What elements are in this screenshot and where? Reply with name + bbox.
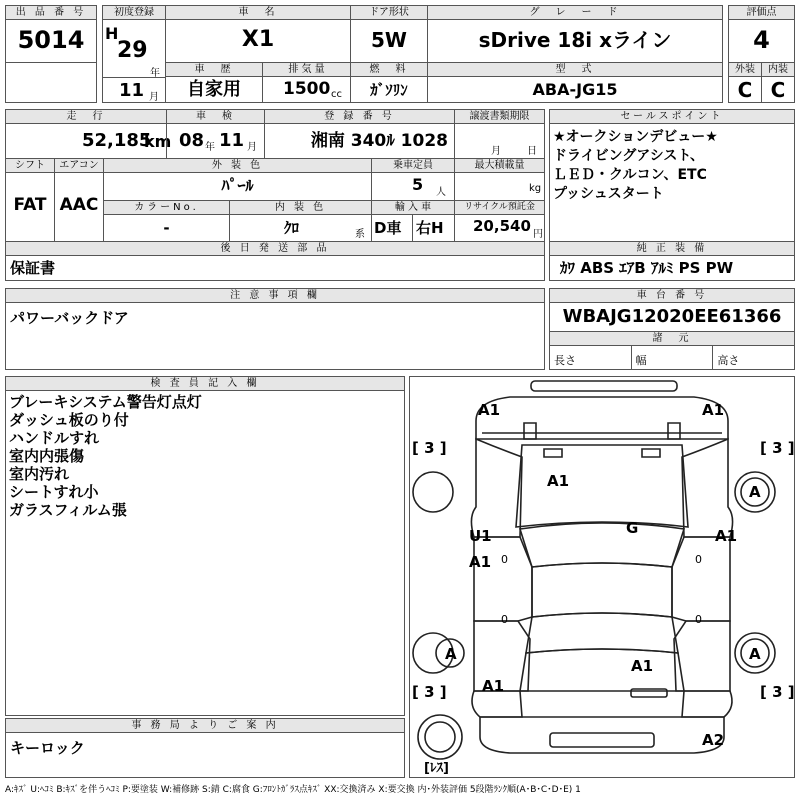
sales-point: ドライビングアシスト、	[553, 148, 705, 164]
office-label: 事 務 局 よ り ご 案 内	[6, 719, 404, 733]
shift: FAT	[13, 195, 47, 215]
mark-wheel-rl: A	[445, 645, 457, 663]
mark-tire-rl: [ 3 ]	[412, 683, 447, 701]
year-unit: 年	[150, 68, 160, 79]
door-cell	[350, 5, 428, 63]
inspector-note: 室内内張傷	[9, 447, 85, 465]
front-bumper-strip	[531, 381, 677, 391]
exterior-color-cell	[103, 158, 372, 201]
chassis-label: 車 台 番 号	[550, 289, 794, 303]
mark-front-left: A1	[478, 401, 501, 419]
office-cell	[5, 718, 405, 778]
later-parts-cell	[5, 241, 545, 281]
lot-number: 5014	[17, 26, 85, 54]
capacity: 5	[412, 175, 424, 194]
car-name-label: 車 名	[166, 6, 350, 20]
era-mark: H	[105, 24, 119, 43]
mark-door-fl-lower: A1	[469, 553, 492, 571]
genuine-equipment-cell	[549, 241, 795, 281]
front-right-fender	[682, 439, 733, 537]
transfer-cell	[454, 109, 545, 159]
model-cell	[427, 62, 723, 103]
inspector-label: 検 査 員 記 入 欄	[6, 377, 404, 391]
caution-cell	[5, 288, 545, 370]
transfer-day-unit: 日	[527, 146, 537, 157]
interior-label: 内装	[762, 63, 794, 77]
grade-cell	[427, 5, 723, 63]
history-cell	[165, 62, 263, 103]
windshield	[520, 523, 684, 567]
exterior-color: ﾊﾟｰﾙ	[221, 176, 254, 195]
later-parts-label: 後 日 発 送 部 品	[6, 242, 544, 256]
displacement-label: 排 気 量	[263, 63, 350, 77]
mark-hood: A1	[547, 472, 570, 490]
fuel-label: 燃 料	[351, 63, 427, 77]
inspector-note: ブレーキシステム警告灯点灯	[9, 393, 202, 411]
front-right-door	[672, 537, 730, 621]
sales-points-list	[550, 124, 794, 208]
mark-slash-1: 0	[501, 553, 508, 566]
front-left-tire	[413, 472, 453, 512]
inspector-note: シートすれ小	[9, 483, 99, 501]
mark-rear-left: A1	[482, 677, 505, 695]
model-code: ABA-JG15	[532, 80, 618, 99]
interior-color-unit: 系	[355, 229, 365, 240]
length-label: 長さ	[550, 346, 632, 370]
ac-label: エアコン	[55, 159, 103, 173]
sales-point: プッシュスタート	[553, 186, 664, 202]
interior-color: ｸﾛ	[284, 219, 300, 237]
exterior-grade: C	[737, 78, 753, 102]
grade-label: グ レ ー ド	[428, 6, 722, 20]
first-registration-year: 29	[117, 38, 148, 63]
color-no-label: カラーNo.	[104, 201, 229, 215]
exterior-label: 外装	[729, 63, 761, 77]
transfer-month-unit: 月	[491, 146, 501, 157]
mark-slash-3: 0	[501, 613, 508, 626]
month-unit: 月	[149, 92, 159, 103]
sales-points-label: セールスポイント	[550, 110, 794, 124]
capacity-unit: 人	[436, 187, 446, 198]
import-dealer: D車	[374, 219, 402, 237]
car-name: X1	[241, 27, 275, 52]
rear-right-fender	[682, 691, 732, 717]
mark-rear-bumper: A2	[702, 731, 725, 749]
mileage-cell	[5, 109, 172, 159]
roof	[532, 563, 672, 617]
inspection-month-unit: 月	[247, 142, 257, 153]
air-conditioner: AAC	[59, 195, 99, 215]
interior-color-cell	[229, 200, 372, 242]
mark-door-fl-upper: U1	[469, 527, 492, 545]
grade: sDrive 18i xライン	[478, 28, 672, 52]
chassis-number: WBAJG12020EE61366	[562, 306, 782, 327]
registration-number: 湘南 340ﾙ 1028	[310, 131, 448, 151]
interior-cell	[761, 62, 795, 103]
interior-grade: C	[770, 78, 786, 102]
interior-color-label: 内 装 色	[230, 201, 371, 215]
shift-label: シフト	[6, 159, 54, 173]
mark-slash-4: 0	[695, 613, 702, 626]
mark-tire-fr: [ 3 ]	[760, 439, 795, 457]
lot-blank-cell	[5, 62, 97, 103]
caution-label: 注 意 事 項 欄	[6, 289, 544, 303]
recycle-deposit: 20,540	[473, 217, 531, 235]
displacement: 1500	[283, 79, 331, 99]
door-type: 5W	[371, 28, 407, 52]
ac-cell	[54, 158, 104, 242]
door-label: ドア形状	[351, 6, 427, 20]
transfer-label: 譲渡書類期限	[455, 110, 544, 124]
import-cell	[371, 200, 455, 242]
inspection-cell	[166, 109, 265, 159]
rear-hatch	[520, 649, 684, 691]
inspection-month: 11	[219, 130, 245, 151]
spec-label: 諸 元	[550, 331, 794, 346]
chassis-cell	[549, 288, 795, 370]
mark-wheel-fr: A	[749, 483, 761, 501]
sales-point: ★オークションデビュー★	[553, 129, 718, 145]
color-no-cell	[103, 200, 230, 242]
recycle-cell	[454, 200, 545, 242]
mark-slash-2: 0	[695, 553, 702, 566]
color-number: -	[163, 219, 170, 237]
history-label: 車 歴	[166, 63, 262, 77]
office-note: キーロック	[10, 739, 85, 757]
steering-side: 右H	[416, 219, 444, 237]
damage-diagram	[409, 376, 795, 778]
score-cell	[728, 5, 795, 63]
inspector-note: ダッシュ板のり付	[9, 411, 129, 429]
sales-point: ＬＥＤ・クルコン、ETC	[553, 167, 707, 183]
inspector-note: 室内汚れ	[9, 465, 70, 483]
first-registration-label: 初度登録	[103, 6, 165, 20]
capacity-cell	[371, 158, 455, 201]
mark-front-right: A1	[702, 401, 725, 419]
displacement-cell	[262, 62, 351, 103]
max-load-label: 最大積載量	[455, 159, 544, 173]
shift-cell	[5, 158, 55, 242]
model-label: 型 式	[428, 63, 722, 77]
lot-number-cell	[5, 5, 97, 63]
later-parts: 保証書	[10, 259, 56, 277]
legend: A:ｷｽﾞ U:ﾍｺﾐ B:ｷｽﾞを伴うﾍｺﾐ P:要塗装 W:補修跡 S:錆 C:腐食 G:ﾌﾛﾝﾄｶﾞﾗｽ点ｷｽﾞ XX:交換済み X:要交換 内･外装評価 5段階ﾗﾝｸ順(A･B･C･D･E) 1	[5, 785, 581, 795]
mark-spare: [ﾚｽ]	[424, 761, 449, 776]
first-registration-month: 11	[119, 80, 145, 101]
lot-number-label: 出 品 番 号	[6, 6, 96, 20]
inspection-label: 車 検	[167, 110, 264, 124]
mileage: 52,185	[82, 130, 152, 151]
max-load-cell	[454, 158, 545, 201]
car-history: 自家用	[187, 79, 241, 100]
kg-unit: kg	[529, 183, 542, 194]
capacity-label: 乗車定員	[372, 159, 454, 173]
first-registration-cell	[102, 5, 166, 103]
mileage-label: 走 行	[6, 110, 166, 124]
import-label: 輸 入 車	[372, 201, 454, 215]
registration-cell	[264, 109, 455, 159]
mark-wheel-rr: A	[749, 645, 761, 663]
inspection-year-unit: 年	[205, 142, 215, 153]
km-unit: km	[144, 132, 172, 151]
car-diagram-svg	[410, 377, 794, 777]
inspection-year: 08	[179, 130, 205, 151]
inspector-cell	[5, 376, 405, 716]
registration-label: 登 録 番 号	[265, 110, 454, 124]
mark-roof: G	[626, 519, 639, 537]
front-left-door	[474, 537, 532, 621]
recycle-label: リサイクル預託金	[455, 201, 544, 215]
yen-unit: 円	[533, 229, 543, 240]
inspector-note: ガラスフィルム張	[9, 501, 127, 519]
mark-tire-rr: [ 3 ]	[760, 683, 795, 701]
width-label: 幅	[632, 346, 714, 370]
fuel-cell	[350, 62, 428, 103]
car-name-cell	[165, 5, 351, 63]
mark-door-fr: A1	[715, 527, 738, 545]
genuine-equipment-label: 純 正 装 備	[550, 242, 794, 256]
fuel: ｶﾞｿﾘﾝ	[370, 81, 408, 99]
cc-unit: cc	[331, 89, 342, 100]
inspector-note: ハンドルすれ	[9, 429, 100, 447]
mark-tire-fl: [ 3 ]	[412, 439, 447, 457]
height-label: 高さ	[717, 354, 740, 367]
score-label: 評価点	[729, 6, 794, 20]
hood	[516, 445, 688, 527]
exterior-color-label: 外 装 色	[104, 159, 371, 173]
caution-note: パワーバックドア	[10, 309, 129, 327]
genuine-equipment: ｶﾜ ABS ｴｱB ｱﾙﾐ PS PW	[560, 259, 734, 277]
mark-rear-panel: A1	[631, 657, 654, 675]
sales-points-cell	[549, 109, 795, 243]
front-left-fender	[471, 439, 522, 537]
evaluation-score: 4	[753, 26, 770, 54]
exterior-cell	[728, 62, 762, 103]
rear-glass	[526, 613, 678, 653]
inspector-notes	[6, 391, 404, 521]
